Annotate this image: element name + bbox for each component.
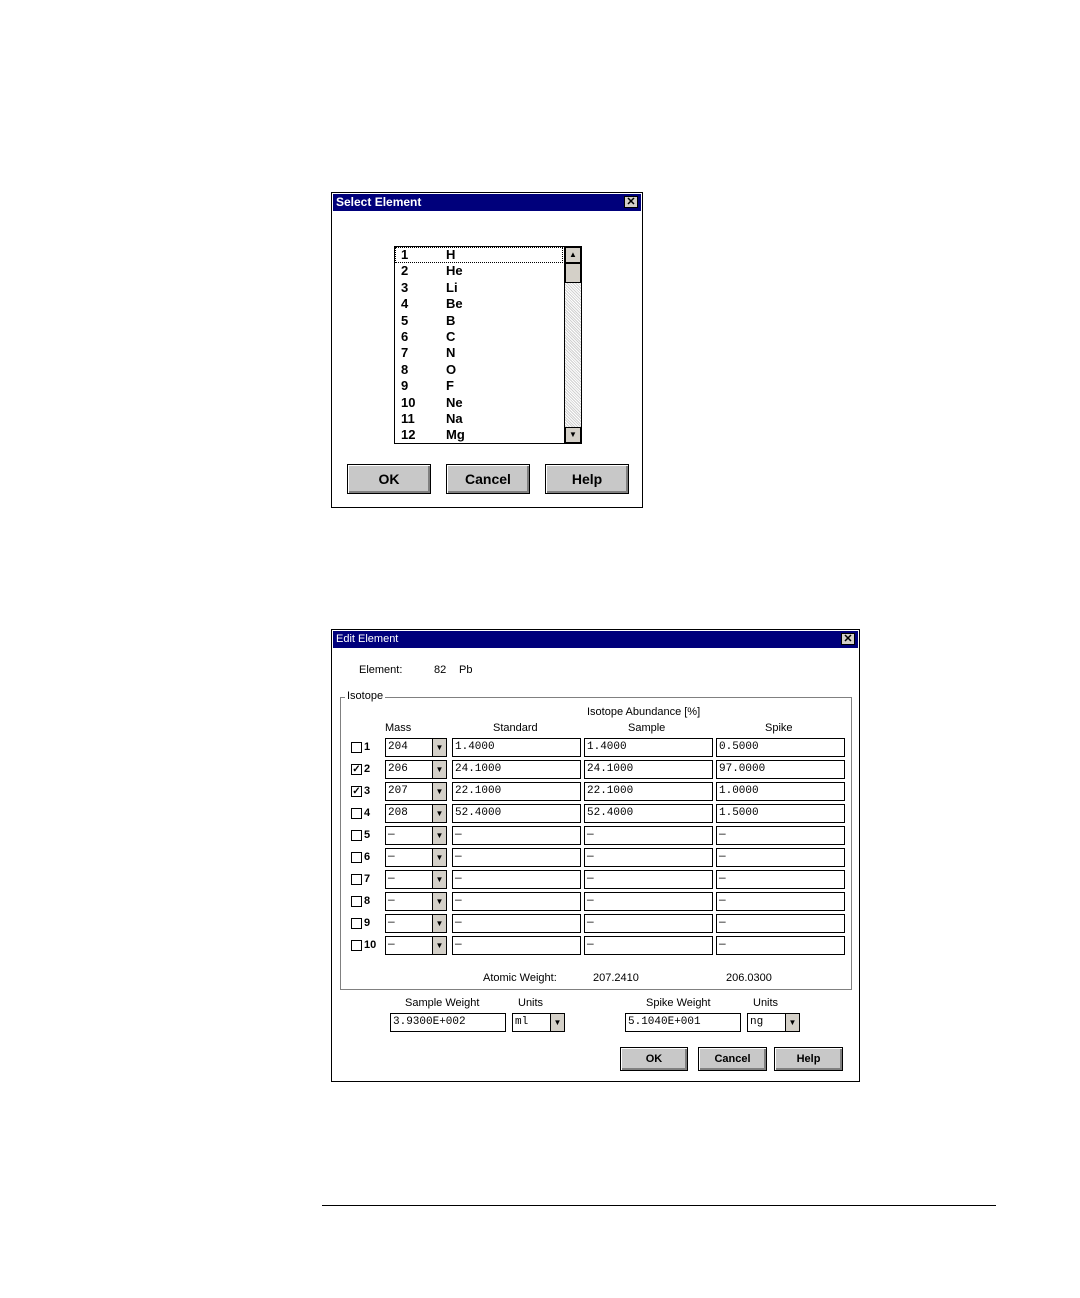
list-item[interactable] [395, 263, 563, 279]
mass-select[interactable] [385, 760, 447, 779]
dropdown-arrow-icon[interactable]: ▼ [432, 739, 446, 756]
element-number: 8 [401, 361, 409, 377]
isotope-row-number: 10 [364, 939, 377, 951]
mass-value: — [388, 851, 395, 863]
isotope-row-number: 1 [364, 741, 371, 753]
isotope-row-number: 8 [364, 895, 371, 907]
mass-value: — [388, 917, 395, 929]
select-help-button[interactable]: Help [545, 464, 629, 494]
standard-input[interactable]: — [452, 892, 581, 911]
isotope-checkbox[interactable]: ✓ [352, 764, 361, 775]
dropdown-arrow-icon[interactable]: ▼ [432, 893, 446, 910]
isotope-row-number: 6 [364, 851, 371, 863]
dropdown-arrow-icon[interactable]: ▼ [432, 871, 446, 888]
element-number: 82 [434, 664, 447, 676]
element-list-scrollbar[interactable] [564, 247, 581, 443]
mass-select[interactable] [385, 848, 447, 867]
element-symbol: He [446, 263, 463, 279]
element-symbol: Mg [446, 427, 465, 443]
standard-input[interactable]: — [452, 936, 581, 955]
sample-units-select[interactable] [512, 1013, 565, 1032]
spike-input[interactable]: 1.5000 [716, 804, 845, 823]
list-item[interactable] [395, 313, 563, 329]
list-item[interactable] [395, 296, 563, 312]
sample-input[interactable]: — [584, 870, 713, 889]
atomic-weight-spike: 206.0300 [726, 972, 772, 984]
edit-help-button[interactable]: Help [774, 1047, 843, 1071]
standard-input[interactable]: 52.4000 [452, 804, 581, 823]
list-item[interactable] [395, 329, 563, 345]
sample-weight-input[interactable]: 3.9300E+002 [390, 1013, 506, 1032]
mass-column-header: Mass [385, 722, 412, 734]
sample-input[interactable]: 22.1000 [584, 782, 713, 801]
dropdown-arrow-icon[interactable]: ▼ [785, 1014, 799, 1031]
list-item[interactable] [395, 247, 563, 263]
element-symbol: Li [446, 279, 458, 295]
list-item[interactable] [395, 345, 563, 361]
atomic-weight-sample: 207.2410 [593, 972, 639, 984]
isotope-row-number: 2 [364, 763, 371, 775]
dropdown-arrow-icon[interactable]: ▼ [432, 827, 446, 844]
isotope-checkbox[interactable] [351, 874, 362, 885]
select-element-titlebar[interactable] [333, 194, 641, 211]
sample-input[interactable]: 52.4000 [584, 804, 713, 823]
element-symbol: Pb [459, 664, 473, 676]
list-item[interactable] [395, 362, 563, 378]
select-cancel-button[interactable]: Cancel [446, 464, 530, 494]
element-symbol: Be [446, 296, 463, 312]
isotope-row-number: 9 [364, 917, 371, 929]
sample-input[interactable]: — [584, 826, 713, 845]
isotope-checkbox[interactable]: ✓ [352, 786, 361, 797]
isotope-checkbox[interactable] [351, 852, 362, 863]
element-number: 12 [401, 427, 416, 443]
dropdown-arrow-icon[interactable]: ▼ [432, 915, 446, 932]
close-icon[interactable]: ✕ [624, 196, 638, 208]
spike-units-select[interactable] [747, 1013, 800, 1032]
element-symbol: H [446, 247, 456, 262]
isotope-checkbox[interactable] [351, 808, 362, 819]
spike-input[interactable]: 0.5000 [716, 738, 845, 757]
element-listbox[interactable] [394, 246, 582, 444]
standard-input[interactable]: — [452, 826, 581, 845]
element-number: 4 [401, 296, 409, 312]
isotope-group-label: Isotope [347, 690, 384, 702]
isotope-checkbox[interactable] [351, 896, 362, 907]
element-label: Element: [359, 664, 403, 676]
sample-input[interactable]: — [584, 914, 713, 933]
spike-input[interactable]: — [716, 914, 845, 933]
mass-value: 204 [388, 741, 408, 753]
element-number: 3 [401, 279, 409, 295]
element-number: 1 [401, 247, 409, 262]
spike-input[interactable]: 1.0000 [716, 782, 845, 801]
element-number: 6 [401, 329, 409, 344]
element-number: 2 [401, 263, 409, 279]
element-number: 5 [401, 312, 409, 328]
standard-input[interactable]: 1.4000 [452, 738, 581, 757]
standard-input[interactable]: — [452, 870, 581, 889]
spike-units-label: Units [753, 997, 779, 1009]
list-item[interactable] [395, 427, 563, 443]
list-item[interactable] [395, 395, 563, 411]
edit-element-title: Edit Element [336, 633, 399, 645]
dropdown-arrow-icon[interactable]: ▼ [550, 1014, 564, 1031]
standard-input[interactable]: — [452, 848, 581, 867]
list-item[interactable] [395, 378, 563, 394]
element-symbol: O [446, 361, 457, 377]
element-symbol: F [446, 378, 454, 394]
isotope-row-number: 7 [364, 873, 371, 885]
mass-value: 208 [388, 807, 408, 819]
spike-weight-input[interactable]: 5.1040E+001 [625, 1013, 741, 1032]
dropdown-arrow-icon[interactable]: ▼ [432, 937, 446, 954]
mass-select[interactable] [385, 936, 447, 955]
close-icon[interactable]: ✕ [841, 633, 855, 645]
scroll-up-icon[interactable]: ▲ [565, 247, 581, 263]
spike-input[interactable]: — [716, 848, 845, 867]
atomic-weight-label: Atomic Weight: [483, 972, 557, 984]
element-symbol: N [446, 345, 456, 361]
sample-input[interactable]: — [584, 936, 713, 955]
spike-weight-label: Spike Weight [646, 997, 711, 1009]
dropdown-arrow-icon[interactable]: ▼ [432, 805, 446, 822]
mass-select[interactable] [385, 782, 447, 801]
sample-units-value: ml [515, 1016, 529, 1028]
element-number: 9 [401, 378, 409, 394]
isotope-checkbox[interactable] [351, 940, 362, 951]
scroll-down-icon[interactable]: ▼ [565, 427, 581, 443]
mass-value: — [388, 829, 395, 841]
isotope-row-number: 5 [364, 829, 371, 841]
spike-input[interactable]: — [716, 936, 845, 955]
element-symbol: Na [446, 411, 463, 426]
sample-input[interactable]: — [584, 848, 713, 867]
element-symbol: C [446, 329, 456, 344]
sample-weight-label: Sample Weight [405, 997, 480, 1009]
standard-input[interactable]: 22.1000 [452, 782, 581, 801]
isotope-row-number: 3 [364, 785, 371, 797]
element-symbol: B [446, 312, 456, 328]
mass-select[interactable] [385, 804, 447, 823]
select-element-title: Select Element [336, 195, 422, 209]
edit-ok-button[interactable]: OK [620, 1047, 688, 1071]
element-number: 10 [401, 394, 416, 410]
scroll-thumb[interactable] [565, 263, 581, 283]
isotope-checkbox[interactable] [351, 918, 362, 929]
mass-select[interactable] [385, 826, 447, 845]
abundance-header: Isotope Abundance [%] [587, 706, 701, 718]
isotope-row-number: 4 [364, 807, 371, 819]
sample-input[interactable]: 1.4000 [584, 738, 713, 757]
edit-element-titlebar[interactable] [333, 631, 858, 648]
dropdown-arrow-icon[interactable]: ▼ [432, 783, 446, 800]
mass-select[interactable] [385, 914, 447, 933]
spike-input[interactable]: — [716, 870, 845, 889]
mass-select[interactable] [385, 870, 447, 889]
spike-column-header: Spike [765, 722, 793, 734]
mass-value: — [388, 873, 395, 885]
spike-units-value: ng [750, 1016, 764, 1028]
dropdown-arrow-icon[interactable]: ▼ [432, 849, 446, 866]
page-footer-rule [322, 1205, 996, 1206]
standard-input[interactable]: — [452, 914, 581, 933]
element-number: 7 [401, 345, 409, 361]
mass-select[interactable] [385, 892, 447, 911]
standard-column-header: Standard [493, 722, 538, 734]
sample-input[interactable]: — [584, 892, 713, 911]
standard-input[interactable]: 24.1000 [452, 760, 581, 779]
spike-input[interactable]: 97.0000 [716, 760, 845, 779]
mass-select[interactable] [385, 738, 447, 757]
edit-cancel-button[interactable]: Cancel [698, 1047, 767, 1071]
list-item[interactable] [395, 411, 563, 427]
isotope-checkbox[interactable] [351, 830, 362, 841]
isotope-group [340, 690, 852, 990]
mass-value: — [388, 939, 395, 951]
mass-value: 206 [388, 763, 408, 775]
sample-input[interactable]: 24.1000 [584, 760, 713, 779]
sample-units-label: Units [518, 997, 544, 1009]
dropdown-arrow-icon[interactable]: ▼ [432, 761, 446, 778]
edit-element-dialog [331, 629, 860, 1082]
isotope-checkbox[interactable] [351, 742, 362, 753]
spike-input[interactable]: — [716, 826, 845, 845]
list-item[interactable] [395, 280, 563, 296]
mass-value: 207 [388, 785, 408, 797]
mass-value: — [388, 895, 395, 907]
element-symbol: Ne [446, 394, 463, 410]
sample-column-header: Sample [628, 722, 666, 734]
select-element-dialog [331, 192, 643, 508]
spike-input[interactable]: — [716, 892, 845, 911]
select-ok-button[interactable]: OK [347, 464, 431, 494]
element-number: 11 [401, 411, 415, 426]
